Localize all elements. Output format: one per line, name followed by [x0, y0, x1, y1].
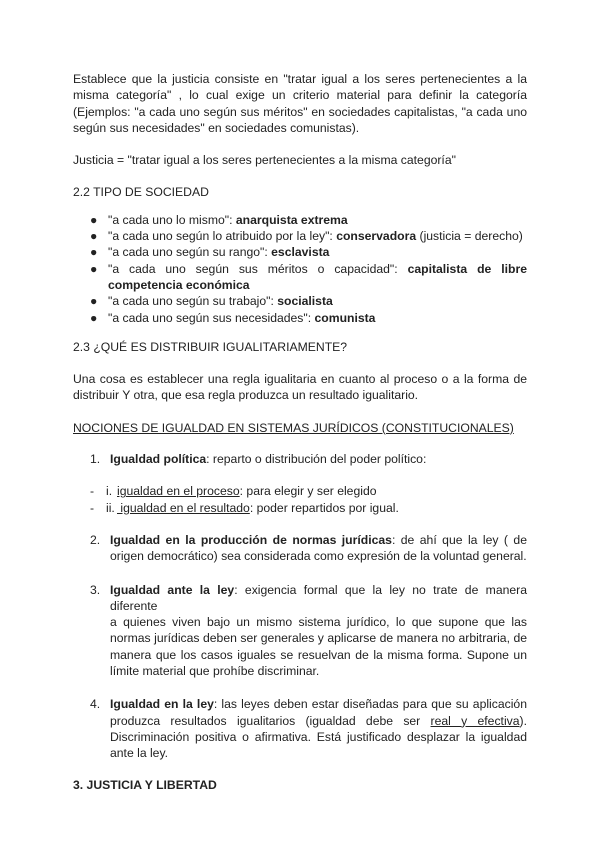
numbered-item-1: 1. Igualdad política: reparto o distribución del poder político:: [90, 452, 427, 467]
list-item: ● "a cada uno según lo atribuido por la ley": conservadora (justicia = derecho): [90, 229, 523, 244]
bullet-icon: ●: [90, 310, 98, 325]
section-2-3-line-1: Una cosa es establecer una regla igualitaria en cuanto al proceso o a la forma de: [73, 372, 527, 387]
intro-line-4: según sus necesidades" en sociedades comunistas).: [73, 120, 360, 135]
list-item: ● "a cada uno según su rango": esclavista: [90, 245, 330, 260]
bullet-icon: ●: [90, 294, 98, 309]
justicia-definition: Justicia = "tratar igual a los seres pertenecientes a la misma categoría": [73, 153, 456, 168]
sub-item-1: - i. igualdad en el proceso: para elegir y ser elegido: [90, 484, 377, 499]
intro-line-2: misma categoría" , lo cual exige un criterio material para definir la categoría: [73, 88, 527, 103]
section-3-heading: 3. JUSTICIA Y LIBERTAD: [73, 777, 217, 792]
bullet-icon: ●: [90, 261, 98, 276]
section-2-2-heading: 2.2 TIPO DE SOCIEDAD: [73, 185, 209, 200]
sub-list: [73, 483, 527, 516]
section-2-3-line-2: distribuir Y otra, que esa regla produzca un resultado igualitario.: [73, 388, 419, 403]
list-item: ● "a cada uno según su trabajo": socialista: [90, 294, 333, 309]
society-type-list: [73, 212, 527, 326]
numbered-item-4: 4. Igualdad en la ley: las leyes deben estar diseñadas para que su aplicación produzca resultados igualitarios (igualdad debe ser real y efectiva). Discriminación positiva o afirmativa. Está justificado desplazar la igualdad ante la ley.: [90, 697, 527, 761]
bullet-icon: ●: [90, 212, 98, 227]
document-page: [73, 71, 527, 793]
list-item: ● "a cada uno según sus méritos o capacidad": capitalista de libre competencia económica: [90, 261, 528, 292]
intro-line-1: Establece que la justicia consiste en "tratar igual a los seres pertenecientes a la: [73, 72, 527, 86]
section-2-3-heading: 2.3 ¿QUÉ ES DISTRIBUIR IGUALITARIAMENTE?: [73, 339, 348, 354]
numbered-item-3: 3. Igualdad ante la ley: exigencia formal que la ley no trate de manera diferente a quienes viven bajo un mismo sistema jurídico, lo que supone que las normas jurídicas deben ser generales y aplicarse de manera no arbitraria, de manera que los casos iguales se resuelvan de la misma forma. Supone un límite material que prohíbe discriminar.: [90, 582, 527, 679]
bullet-icon: ●: [90, 229, 98, 244]
sub-item-2: - ii. igualdad en el resultado: poder repartidos por igual.: [90, 500, 399, 515]
list-item: ● "a cada uno lo mismo": anarquista extrema: [90, 212, 348, 227]
numbered-item-2: 2. Igualdad en la producción de normas jurídicas: de ahí que la ley ( de origen democrático) sea considerada como expresión de la voluntad general.: [90, 532, 527, 564]
bullet-icon: ●: [90, 245, 98, 260]
nociones-heading: NOCIONES DE IGUALDAD EN SISTEMAS JURÍDICOS (CONSTITUCIONALES): [73, 420, 514, 435]
list-item: ● "a cada uno según sus necesidades": comunista: [90, 310, 376, 325]
intro-line-3: (Ejemplos: "a cada uno según sus méritos" en sociedades capitalistas, "a cada uno: [73, 104, 527, 119]
